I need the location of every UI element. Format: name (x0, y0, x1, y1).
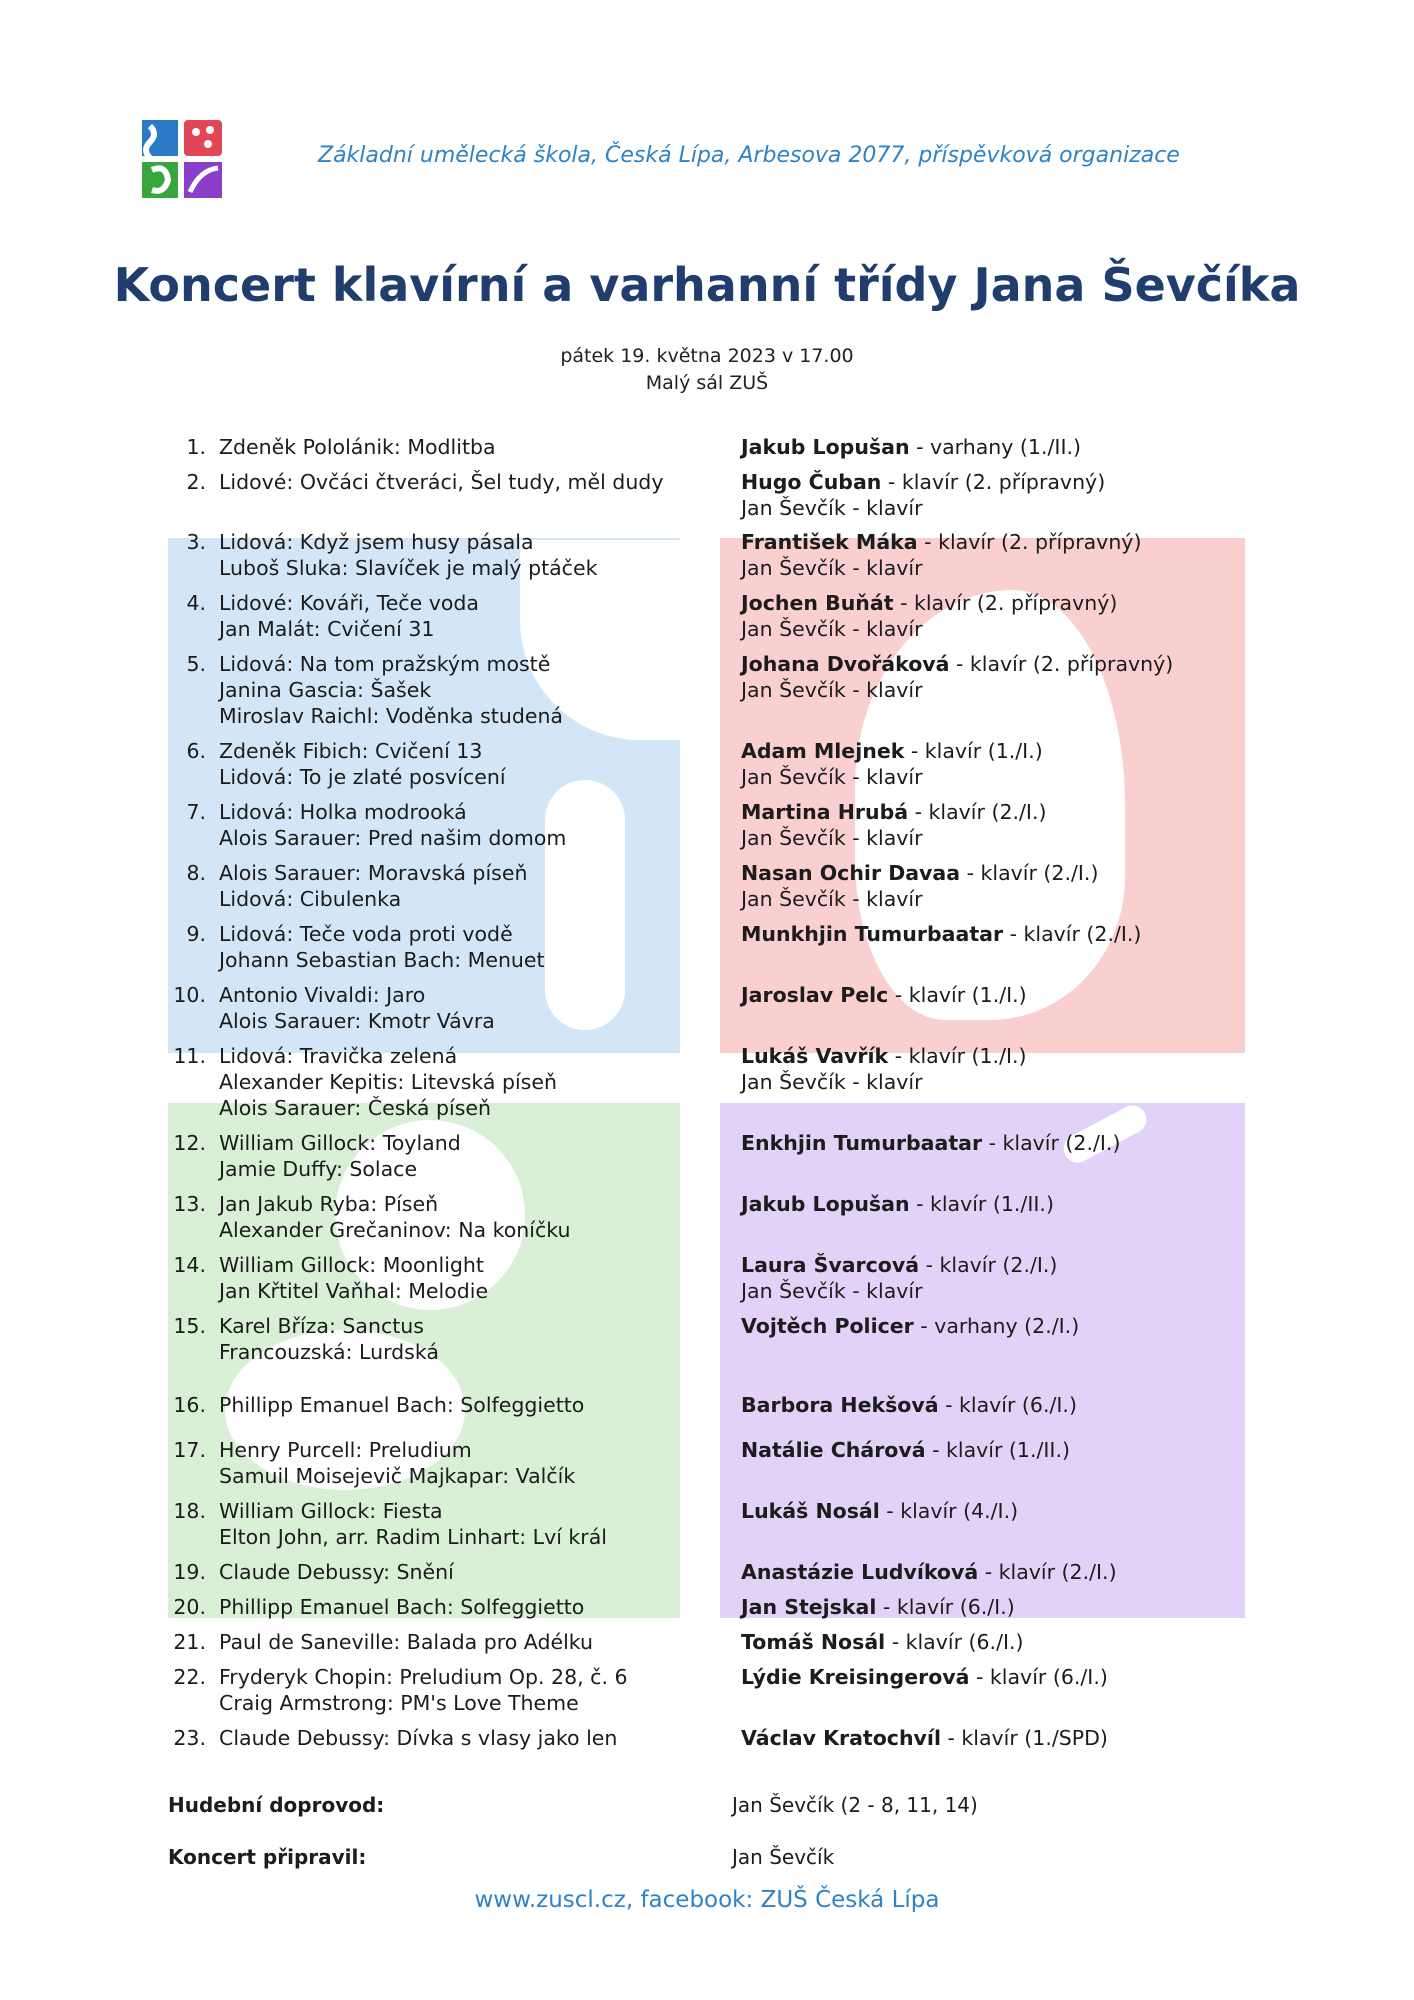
performer (741, 1252, 1057, 1304)
performer (741, 529, 1141, 581)
performer-instrument: - klavír (1./SPD) (940, 1726, 1108, 1750)
piece-title: Henry Purcell: Preludium (219, 1438, 472, 1462)
item-number: 7. (186, 800, 206, 824)
piece-title: Jan Křtitel Vaňhal: Melodie (219, 1279, 489, 1303)
piece-title: Jan Malát: Cvičení 31 (219, 617, 435, 641)
piece-list (219, 1594, 584, 1620)
performer-name: Hugo Čuban (741, 470, 882, 494)
performer-name: Anastázie Ludvíková (741, 1560, 979, 1584)
piece-list (219, 1252, 488, 1304)
piece-title: Francouzská: Lurdská (219, 1340, 439, 1364)
piece-title: William Gillock: Toyland (219, 1131, 461, 1155)
piece-title: Elton John, arr. Radim Linhart: Lví král (219, 1525, 607, 1549)
item-number: 22. (173, 1665, 206, 1689)
piece-list (219, 1313, 439, 1365)
item-number: 11. (173, 1044, 206, 1068)
piece-title: Alexander Grečaninov: Na koníčku (219, 1218, 571, 1242)
piece-list (219, 1559, 454, 1585)
performer (741, 1725, 1108, 1751)
item-number: 17. (173, 1438, 206, 1462)
performer-name: Vojtěch Policer (741, 1314, 914, 1338)
event-venue: Malý sál ZUŠ (645, 372, 769, 394)
piece-list (219, 1191, 570, 1243)
accompanist: Jan Ševčík - klavír (741, 826, 923, 850)
accompaniment-label: Hudební doprovod: (168, 1793, 385, 1817)
event-date: pátek 19. května 2023 v 17.00 (560, 345, 854, 367)
performer-name: Lukáš Nosál (741, 1499, 880, 1523)
performer-name: Jaroslav Pelc (741, 983, 889, 1007)
performer (741, 1594, 1015, 1620)
performer (741, 1191, 1054, 1217)
performer-instrument: - klavír (2./I.) (919, 1253, 1058, 1277)
performer-name: Nasan Ochir Davaa (741, 861, 961, 885)
performer (741, 1629, 1024, 1655)
accompanist: Jan Ševčík - klavír (741, 1070, 923, 1094)
performer-name: Lukáš Vavřík (741, 1044, 889, 1068)
item-number: 18. (173, 1499, 206, 1523)
performer-name: Johana Dvořáková (741, 652, 950, 676)
piece-list (219, 738, 506, 790)
piece-title: Lidová: To je zlaté posvícení (219, 765, 506, 789)
piece-title: Zdeněk Fibich: Cvičení 13 (219, 739, 483, 763)
piece-list (219, 1130, 461, 1182)
prepared-value: Jan Ševčík (732, 1845, 835, 1869)
performer-instrument: - klavír (2. přípravný) (881, 470, 1106, 494)
performer (741, 1664, 1108, 1690)
performer-instrument: - klavír (6./I.) (885, 1630, 1024, 1654)
piece-list (219, 590, 479, 642)
item-number: 4. (186, 591, 206, 615)
performer-name: Martina Hrubá (741, 800, 909, 824)
performer-instrument: - klavír (2./I.) (982, 1131, 1121, 1155)
accompanist: Jan Ševčík - klavír (741, 556, 923, 580)
piece-title: Phillipp Emanuel Bach: Solfeggietto (219, 1595, 585, 1619)
performer-instrument: - klavír (2./I.) (978, 1560, 1117, 1584)
piece-list (219, 434, 496, 460)
performer-name: Václav Kratochvíl (741, 1726, 941, 1750)
performer (741, 651, 1173, 703)
performer (741, 1437, 1070, 1463)
piece-title: Alois Sarauer: Kmotr Vávra (219, 1009, 495, 1033)
piece-title: Lidová: Travička zelená (219, 1044, 458, 1068)
performer-instrument: - klavír (1./I.) (904, 739, 1043, 763)
performer (741, 921, 1141, 947)
performer (741, 738, 1043, 790)
performer-name: Barbora Hekšová (741, 1393, 939, 1417)
performer-name: Adam Mlejnek (741, 739, 905, 763)
school-logo-icon (140, 118, 224, 200)
piece-title: Lidová: Na tom pražským mostě (219, 652, 551, 676)
performer-instrument: - varhany (1./II.) (909, 435, 1082, 459)
item-number: 21. (173, 1630, 206, 1654)
performer-instrument: - klavír (2. přípravný) (893, 591, 1118, 615)
item-number: 5. (186, 652, 206, 676)
item-number: 15. (173, 1314, 206, 1338)
performer-name: František Máka (741, 530, 918, 554)
prepared-label: Koncert připravil: (168, 1845, 367, 1869)
piece-list (219, 469, 663, 495)
performer (741, 1313, 1079, 1339)
piece-title: William Gillock: Fiesta (219, 1499, 443, 1523)
school-name: Základní umělecká škola, Česká Lípa, Arbesova 2077, příspěvková organizace (318, 143, 1180, 168)
performer-name: Jakub Lopušan (741, 435, 910, 459)
performer (741, 1043, 1027, 1095)
piece-title: Janina Gascia: Šašek (219, 678, 432, 702)
piece-title: Craig Armstrong: PM's Love Theme (219, 1691, 579, 1715)
accompanist: Jan Ševčík - klavír (741, 765, 923, 789)
piece-title: Karel Bříza: Sanctus (219, 1314, 424, 1338)
performer-name: Laura Švarcová (741, 1253, 920, 1277)
piece-title: Alois Sarauer: Pred našim domom (219, 826, 567, 850)
piece-title: Alois Sarauer: Česká píseň (219, 1096, 492, 1120)
piece-list (219, 1043, 557, 1121)
accompanist: Jan Ševčík - klavír (741, 887, 923, 911)
performer (741, 1559, 1117, 1585)
performer-instrument: - klavír (1./I.) (888, 1044, 1027, 1068)
item-number: 19. (173, 1560, 206, 1584)
piece-list (219, 651, 563, 729)
item-number: 10. (173, 983, 206, 1007)
performer-instrument: - klavír (1./II.) (925, 1438, 1070, 1462)
piece-list (219, 529, 597, 581)
performer-instrument: - klavír (6./I.) (876, 1595, 1015, 1619)
accompanist: Jan Ševčík - klavír (741, 1279, 923, 1303)
performer-instrument: - klavír (2./I.) (1003, 922, 1142, 946)
performer (741, 1498, 1018, 1524)
performer-instrument: - klavír (2./I.) (960, 861, 1099, 885)
performer (741, 860, 1098, 912)
piece-title: Paul de Saneville: Balada pro Adélku (219, 1630, 594, 1654)
piece-title: Lidová: Když jsem husy pásala (219, 530, 534, 554)
piece-list (219, 1725, 617, 1751)
accompanist: Jan Ševčík - klavír (741, 617, 923, 641)
accompanist: Jan Ševčík - klavír (741, 496, 923, 520)
performer-instrument: - klavír (6./I.) (938, 1393, 1077, 1417)
performer-name: Natálie Chárová (741, 1438, 926, 1462)
performer (741, 1130, 1120, 1156)
item-number: 1. (186, 435, 206, 459)
piece-title: Claude Debussy: Snění (219, 1560, 454, 1584)
piece-title: Antonio Vivaldi: Jaro (219, 983, 426, 1007)
performer-name: Munkhjin Tumurbaatar (741, 922, 1004, 946)
performer-instrument: - klavír (2. přípravný) (917, 530, 1142, 554)
piece-title: Claude Debussy: Dívka s vlasy jako len (219, 1726, 618, 1750)
item-number: 13. (173, 1192, 206, 1216)
item-number: 9. (186, 922, 206, 946)
item-number: 6. (186, 739, 206, 763)
piece-title: Lidová: Holka modrooká (219, 800, 467, 824)
performer (741, 1392, 1077, 1418)
piece-title: Lidová: Cibulenka (219, 887, 402, 911)
piece-list (219, 921, 545, 973)
event-info (0, 343, 1414, 397)
piece-list (219, 860, 527, 912)
piece-list (219, 1664, 628, 1716)
piece-title: Johann Sebastian Bach: Menuet (219, 948, 545, 972)
website-footer: www.zuscl.cz, facebook: ZUŠ Česká Lípa (474, 1887, 940, 1913)
item-number: 2. (186, 470, 206, 494)
performer (741, 982, 1027, 1008)
performer (741, 590, 1117, 642)
performer-instrument: - klavír (4./I.) (879, 1499, 1019, 1523)
performer (741, 799, 1046, 851)
piece-title: Jan Jakub Ryba: Píseň (219, 1192, 439, 1216)
item-number: 23. (173, 1726, 206, 1750)
piece-title: Luboš Sluka: Slavíček je malý ptáček (219, 556, 598, 580)
piece-title: Samuil Moisejevič Majkapar: Valčík (219, 1464, 576, 1488)
item-number: 20. (173, 1595, 206, 1619)
accompanist: Jan Ševčík - klavír (741, 678, 923, 702)
performer-name: Jakub Lopušan (741, 1192, 910, 1216)
performer-instrument: - klavír (2./I.) (908, 800, 1047, 824)
item-number: 16. (173, 1393, 206, 1417)
item-number: 8. (186, 861, 206, 885)
piece-title: Fryderyk Chopin: Preludium Op. 28, č. 6 (219, 1665, 628, 1689)
performer-instrument: - klavír (2. přípravný) (949, 652, 1174, 676)
piece-list (219, 1437, 575, 1489)
decor-purple-panel (720, 1103, 1245, 1618)
piece-title: Miroslav Raichl: Voděnka studená (219, 704, 563, 728)
performer (741, 434, 1081, 460)
performer-name: Lýdie Kreisingerová (741, 1665, 970, 1689)
performer-instrument: - klavír (1./II.) (909, 1192, 1054, 1216)
piece-title: Lidové: Kováři, Teče voda (219, 591, 479, 615)
performer-name: Enkhjin Tumurbaatar (741, 1131, 983, 1155)
piece-title: Alois Sarauer: Moravská píseň (219, 861, 528, 885)
piece-title: Lidová: Teče voda proti vodě (219, 922, 513, 946)
performer-instrument: - klavír (1./I.) (888, 983, 1027, 1007)
item-number: 3. (186, 530, 206, 554)
piece-title: Jamie Duffy: Solace (219, 1157, 418, 1181)
page-title: Koncert klavírní a varhanní třídy Jana Ševčíka (113, 258, 1301, 312)
performer-name: Jochen Buňát (741, 591, 894, 615)
performer-instrument: - varhany (2./I.) (913, 1314, 1080, 1338)
accompaniment-value: Jan Ševčík (2 - 8, 11, 14) (732, 1793, 978, 1817)
item-number: 14. (173, 1253, 206, 1277)
piece-title: Lidové: Ovčáci čtveráci, Šel tudy, měl dudy (219, 470, 664, 494)
piece-title: Alexander Kepitis: Litevská píseň (219, 1070, 557, 1094)
performer-name: Tomáš Nosál (741, 1630, 886, 1654)
piece-list (219, 1498, 607, 1550)
piece-list (219, 1629, 593, 1655)
item-number: 12. (173, 1131, 206, 1155)
piece-title: Zdeněk Pololánik: Modlitba (219, 435, 496, 459)
piece-title: Phillipp Emanuel Bach: Solfeggietto (219, 1393, 585, 1417)
piece-list (219, 982, 495, 1034)
piece-title: William Gillock: Moonlight (219, 1253, 484, 1277)
piece-list (219, 799, 566, 851)
performer (741, 469, 1105, 521)
piece-list (219, 1392, 584, 1418)
performer-instrument: - klavír (6./I.) (969, 1665, 1108, 1689)
performer-name: Jan Stejskal (741, 1595, 877, 1619)
